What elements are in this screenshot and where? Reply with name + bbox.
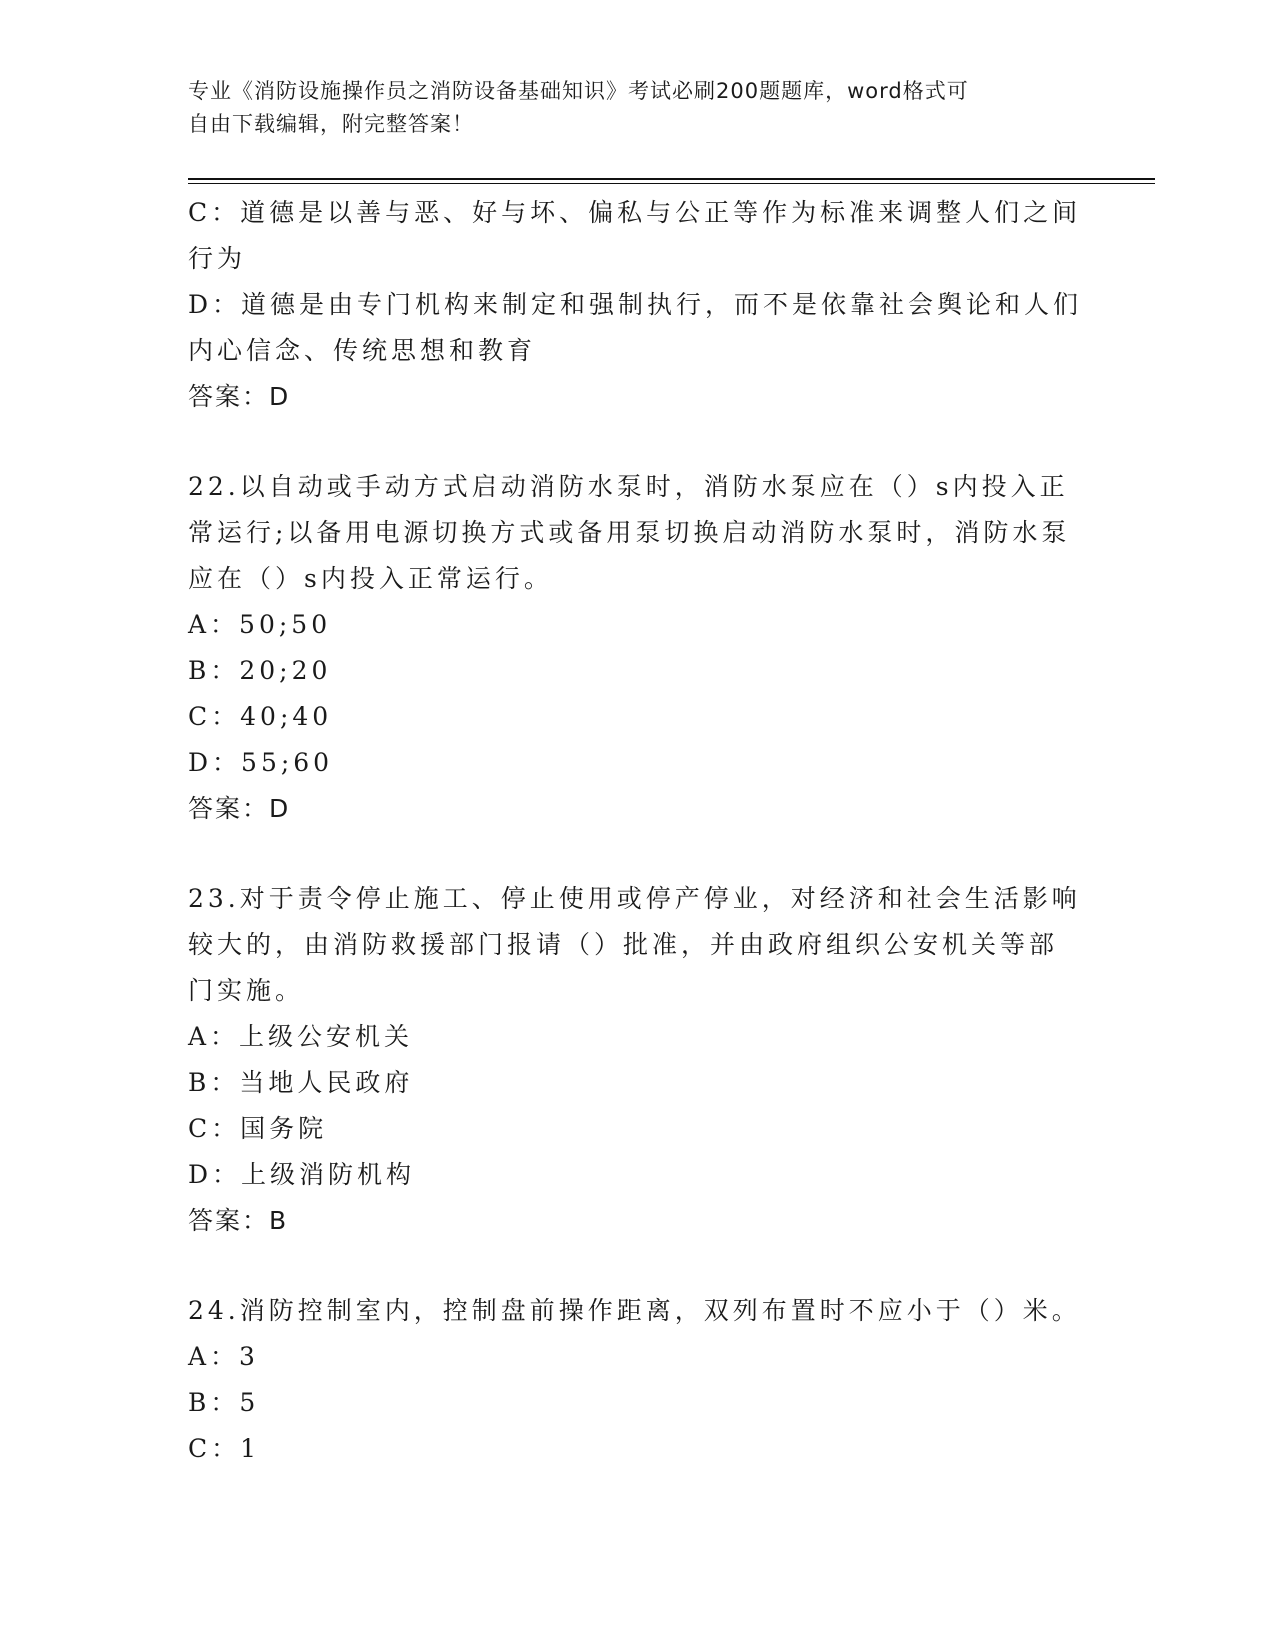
option-d-line-2: 内心信念、传统思想和教育 [188, 336, 537, 365]
question-content [188, 190, 1088, 1472]
option-c-line-1: C：道德是以善与恶、好与坏、偏私与公正等作为标准来调整人们之间 [188, 198, 1082, 227]
header-divider-thick [188, 178, 1155, 180]
option-a: A：50;50 [188, 610, 332, 639]
question-stem-line-1: 24.消防控制室内，控制盘前操作距离，双列布置时不应小于（）米。 [188, 1296, 1081, 1325]
spacer [188, 420, 1088, 464]
question-stem-line-1: 22.以自动或手动方式启动消防水泵时，消防水泵应在（）s内投入正 [188, 472, 1069, 501]
option-c-line-2: 行为 [188, 244, 247, 273]
option-d: D：上级消防机构 [188, 1160, 416, 1189]
header-divider-thin [188, 183, 1155, 184]
question-23 [188, 876, 1088, 1244]
answer-line: 答案：D [188, 794, 291, 823]
question-stem-line-3: 应在（）s内投入正常运行。 [188, 564, 553, 593]
spacer [188, 1244, 1088, 1288]
header-title-line-2: 自由下载编辑，附完整答案！ [188, 112, 474, 136]
question-stem-line-1: 23.对于责令停止施工、停止使用或停产停业，对经济和社会生活影响 [188, 884, 1081, 913]
header-title-line-1: 专业《消防设施操作员之消防设备基础知识》考试必刷200题题库，word格式可 [188, 79, 969, 103]
option-b: B：5 [188, 1388, 260, 1417]
option-d-line-1: D：道德是由专门机构来制定和强制执行，而不是依靠社会舆论和人们 [188, 290, 1083, 319]
option-b: B：当地人民政府 [188, 1068, 414, 1097]
option-b: B：20;20 [188, 656, 332, 685]
document-header [188, 75, 1088, 141]
option-a: A：上级公安机关 [188, 1022, 414, 1051]
option-c: C：40;40 [188, 702, 333, 731]
answer-line: 答案：B [188, 1206, 289, 1235]
spacer [188, 832, 1088, 876]
question-21-fragment [188, 190, 1088, 420]
question-stem-line-2: 常运行;以备用电源切换方式或备用泵切换启动消防水泵时，消防水泵 [188, 518, 1071, 547]
question-stem-line-2: 较大的，由消防救援部门报请（）批准，并由政府组织公安机关等部 [188, 930, 1059, 959]
question-22 [188, 464, 1088, 832]
option-c: C：国务院 [188, 1114, 328, 1143]
question-24 [188, 1288, 1088, 1472]
option-d: D：55;60 [188, 748, 334, 777]
answer-line: 答案：D [188, 382, 291, 411]
option-c: C：1 [188, 1434, 261, 1463]
option-a: A：3 [188, 1342, 259, 1371]
question-stem-line-3: 门实施。 [188, 976, 305, 1005]
